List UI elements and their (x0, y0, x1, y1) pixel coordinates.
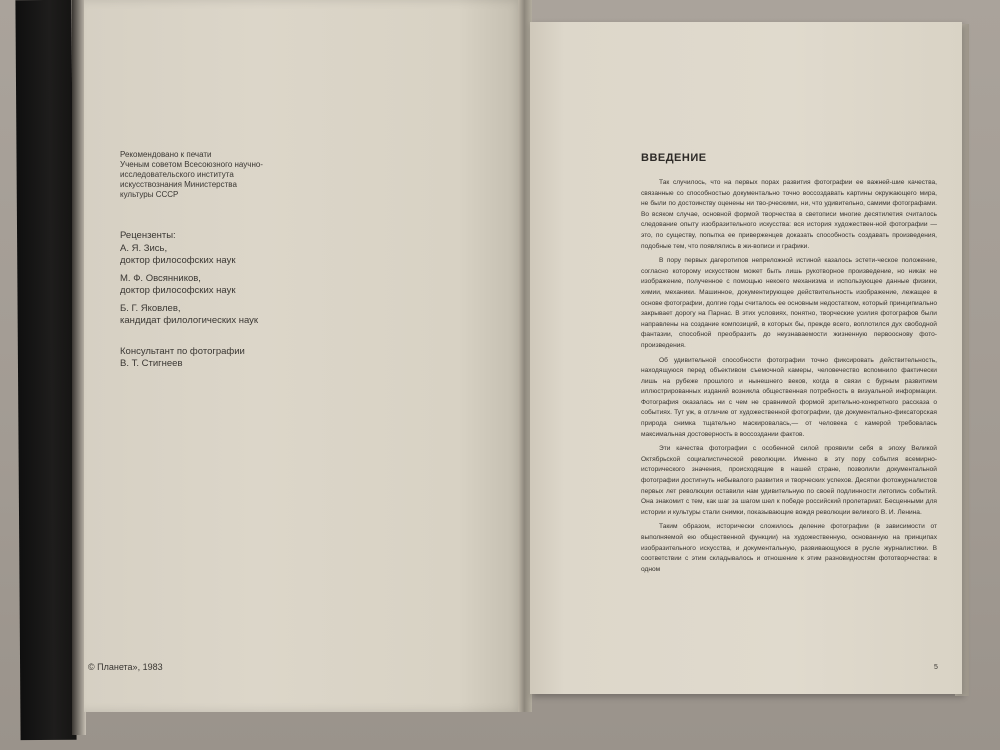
reviewer-title: кандидат филологических наук (120, 315, 259, 326)
imprint-line: искусствознания Министерства (120, 180, 237, 189)
paragraph: Об удивительной способности фотографии точно фиксировать действительность, находящуюся перед объективом съемочной камеры, человечество вспомнило фактически лишь на рубеже прошлого и нынешнего веков, когда в связи с бурным развитием иллюстрированных изданий возникла общественная потребность в визуальной информации. Фотография оказалась ни с чем не сравнимой формой зрительно-конкретного рассказа о событиях. Тут уж, в отличие от художественной фотографии, где документально-фиксаторская природа снимка тщательно маскировалась,— от человека с камерой требовалась максимальная достоверность в воссоздании фактов. (641, 356, 937, 438)
imprint-line: культуры СССР (120, 190, 179, 199)
reviewer-title: доктор философских наук (120, 285, 236, 296)
imprint-block (120, 150, 320, 200)
consultant-label: Консультант по фотографии (120, 346, 245, 357)
book-cover-dark (15, 0, 76, 740)
reviewer-3 (120, 303, 258, 327)
reviewer-name: М. Ф. Овсянников, (120, 273, 201, 284)
consultant-block (120, 346, 245, 370)
chapter-heading: ВВЕДЕНИЕ (641, 152, 707, 164)
paragraph: Так случилось, что на первых порах развития фотографии ее важней-шие качества, связанные со способностью документально точно воссоздавать картины окружающего мира, не были по достоинству оценены ни тво-рческими, ни, что удивительно, самими фотографами. Во всяком случае, основной формой творчества в светописи многие десятилетия считалось следование опыту изобразительного искусства: вся история художествен-ной фотографии — это, по существу, попытка ее приверженцев доказать способность создавать произведения, подобные тем, что появлялись в жи-вописи и графики. (641, 179, 937, 250)
paragraph: В пору первых дагеротипов непреложной истиной казалось эстети-ческое положение, согласно которому искусством может быть лишь рукотворное произведение, но никак не изображение, полученное с помощью некоего механизма и использующее данные физики, химии, механики. Машинное, документирующее действительность изображение, лежащее в основе фотографии, долгие годы считалось ее основным недостатком, который принципиально закрывает дорогу на Парнас. В этих условиях, понятно, творческие усилия фотографов были направлены на создание композиций, в которых бы, прежде всего, воплотился дух свободной фантазии, способной преобразить до неузнаваемости жизненную первооснову фото-произведения. (641, 257, 937, 349)
reviewer-2 (120, 273, 235, 297)
reviewer-name: А. Я. Зись, (120, 243, 168, 254)
reviewer-name: Б. Г. Яковлев, (120, 303, 181, 314)
page-number: 5 (934, 664, 938, 671)
reviewers-label: Рецензенты: (120, 230, 176, 241)
reviewer-1 (120, 243, 235, 267)
imprint-line: Рекомендовано к печати (120, 150, 212, 159)
paragraph: Таким образом, исторически сложилось деление фотографии (в зависимости от выполняемой ею общественной функции) на художественную, основанную на принципах изобразительного искусства, и документальную, развивающуюся в русле журналистики. В соответствии с этим складывалось и отношение к этим разновидностям фототворчества: в одном (641, 523, 937, 573)
chapter-body (641, 178, 937, 579)
paragraph: Эти качества фотографии с особенной силой проявили себя в эпоху Великой Октябрьской социалистической революции. Именно в эту пору события всемирно-исторического значения, происходящие в нашей стране, позволили документальной фотографии достигнуть небывалого развития и творческих успехов. Десятки фотожурналистов первых лет революции оставили нам удивительную по своей подлинности летопись событий. Она знакомит с тем, как шаг за шагом шел к победе российский пролетариат. Бесценными для истории и культуры стали снимки, показывающие вождя революции великого В. И. Ленина. (641, 445, 937, 516)
imprint-line: Ученым советом Всесоюзного научно- (120, 160, 263, 169)
copyright-line: © Планета», 1983 (88, 662, 163, 672)
consultant-name: В. Т. Стигнеев (120, 358, 183, 369)
imprint-line: исследовательского института (120, 170, 234, 179)
reviewer-title: доктор философских наук (120, 255, 236, 266)
